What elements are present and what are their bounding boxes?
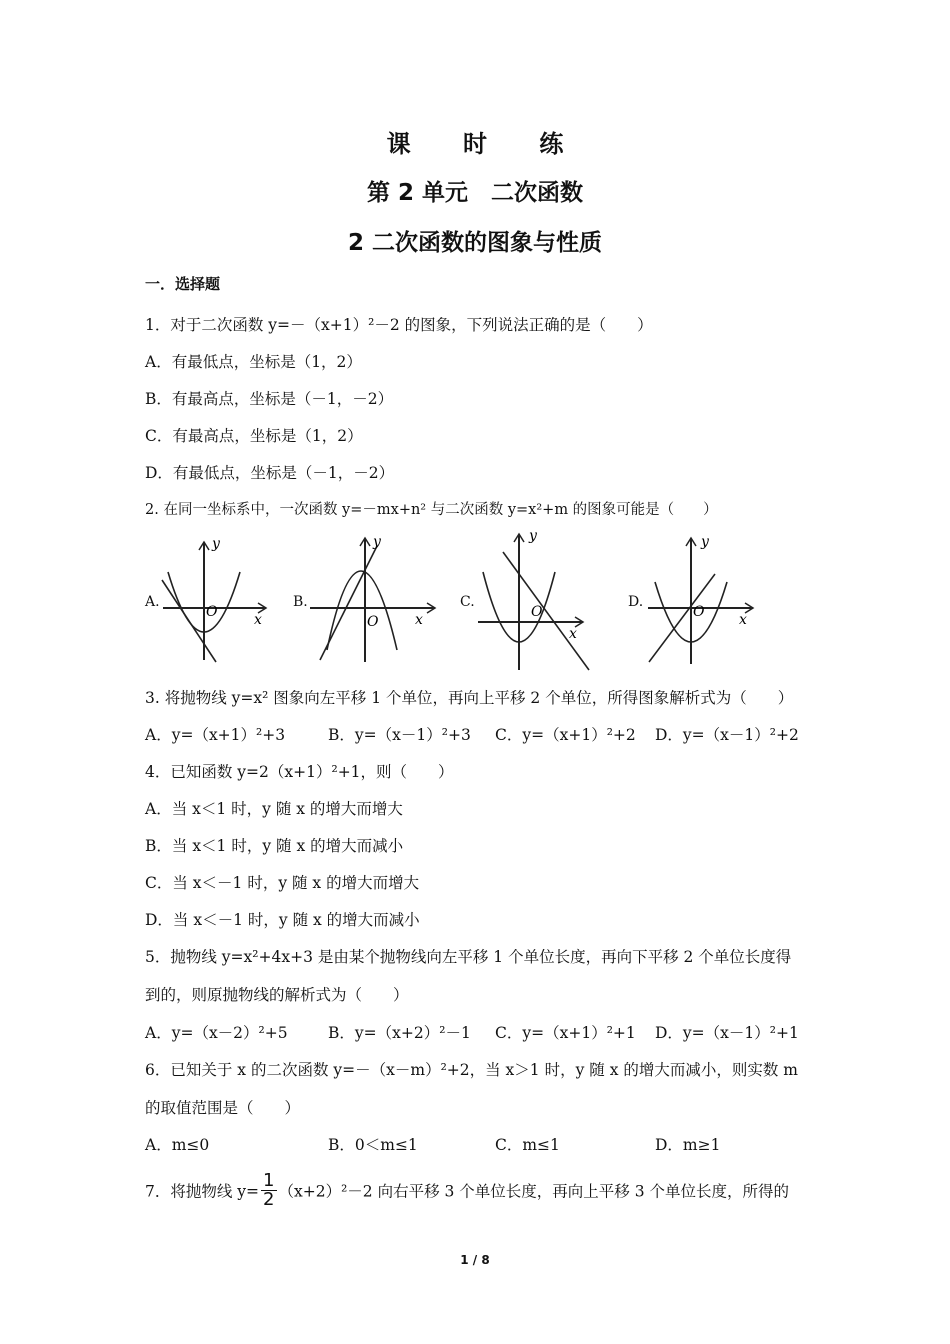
q7-fraction — [261, 1172, 276, 1209]
graph-b-y-label: y — [373, 534, 381, 550]
section-heading: 一．选择题 — [145, 275, 221, 293]
graph-b — [305, 532, 455, 672]
graph-d-y-label: y — [701, 534, 709, 550]
graph-a — [158, 532, 308, 672]
q6-options — [145, 1133, 825, 1155]
q5-option-c: C．y=（x+1）²+1 — [495, 1024, 636, 1042]
q7-frac-num: 1 — [263, 1170, 275, 1191]
q6-option-b: B．0＜m≤1 — [328, 1136, 418, 1154]
q6-option-d: D．m≥1 — [655, 1136, 721, 1154]
q4-option-a: A．当 x＜1 时，y 随 x 的增大而增大 — [145, 800, 403, 818]
q7-frac-den: 2 — [263, 1189, 275, 1210]
graph-c-origin: O — [531, 604, 543, 620]
graph-a-origin: O — [206, 604, 218, 620]
q5-stem-cont: 到的，则原抛物线的解析式为（ ） — [145, 986, 409, 1004]
q4-option-d: D．当 x＜－1 时，y 随 x 的增大而减小 — [145, 911, 420, 929]
graph-c-x-label: x — [569, 626, 577, 642]
graph-a-label: A. — [145, 594, 160, 610]
q2-stem: 2. 在同一坐标系中，一次函数 y=－mx+n² 与二次函数 y=x²+m 的图象可能是（ ） — [145, 502, 718, 518]
q4-stem: 4．已知函数 y=2（x+1）²+1，则（ ） — [145, 763, 454, 781]
q6-stem: 6．已知关于 x 的二次函数 y=－（x－m）²+2，当 x＞1 时，y 随 x 的增大而减小，则实数 m — [145, 1061, 798, 1079]
q3-options — [145, 723, 825, 745]
q3-option-b: B．y=（x－1）²+3 — [328, 726, 471, 744]
q1-option-c: C．有最高点，坐标是（1，2） — [145, 427, 363, 445]
graph-b-origin: O — [367, 614, 379, 630]
q4-option-c: C．当 x＜－1 时，y 随 x 的增大而增大 — [145, 874, 420, 892]
graph-c-label: C. — [460, 594, 475, 610]
graph-d — [643, 532, 793, 672]
q1-stem: 1．对于二次函数 y=－（x+1）²－2 的图象，下列说法正确的是（ ） — [145, 316, 653, 334]
graph-a-y-label: y — [212, 536, 220, 552]
unit-title: 第 2 单元 二次函数 — [366, 180, 584, 206]
page-number: 1 / 8 — [460, 1253, 490, 1267]
graph-b-label: B. — [293, 594, 308, 610]
q5-option-b: B．y=（x+2）²－1 — [328, 1024, 471, 1042]
q5-option-d: D．y=（x－1）²+1 — [655, 1024, 799, 1042]
q7-stem-a: 7．将抛物线 y= — [145, 1182, 260, 1201]
q6-stem-cont: 的取值范围是（ ） — [145, 1099, 301, 1117]
q6-option-c: C．m≤1 — [495, 1136, 560, 1154]
doc-title: 课 时 练 — [386, 130, 586, 158]
q4-option-b: B．当 x＜1 时，y 随 x 的增大而减小 — [145, 837, 404, 855]
q3-option-d: D．y=（x－1）²+2 — [655, 726, 799, 744]
graph-a-x-label: x — [254, 612, 262, 628]
graph-c — [473, 532, 623, 672]
graph-d-x-label: x — [739, 612, 747, 628]
q3-option-c: C．y=（x+1）²+2 — [495, 726, 636, 744]
lesson-title: 2 二次函数的图象与性质 — [347, 230, 602, 256]
q3-option-a: A．y=（x+1）²+3 — [145, 726, 286, 744]
graph-b-x-label: x — [415, 612, 423, 628]
q7-stem — [145, 1172, 789, 1212]
graph-d-label: D. — [628, 594, 644, 610]
q1-option-a: A．有最低点，坐标是（1，2） — [145, 353, 362, 371]
q5-stem: 5．抛物线 y=x²+4x+3 是由某个抛物线向左平移 1 个单位长度，再向下平移 2 个单位长度得 — [145, 948, 792, 966]
q5-option-a: A．y=（x－2）²+5 — [145, 1024, 288, 1042]
q7-stem-b: （x+2）²－2 向右平移 3 个单位长度，再向上平移 3 个单位长度，所得的 — [278, 1182, 790, 1201]
graph-c-y-label: y — [529, 532, 537, 544]
q5-options — [145, 1021, 825, 1043]
graph-d-origin: O — [693, 604, 705, 620]
q6-option-a: A．m≤0 — [145, 1136, 210, 1154]
q1-option-b: B．有最高点，坐标是（－1，－2） — [145, 390, 394, 408]
q3-stem: 3. 将抛物线 y=x² 图象向左平移 1 个单位，再向上平移 2 个单位，所得图象解析式为（ ） — [145, 689, 794, 707]
q1-option-d: D．有最低点，坐标是（－1，－2） — [145, 464, 395, 482]
